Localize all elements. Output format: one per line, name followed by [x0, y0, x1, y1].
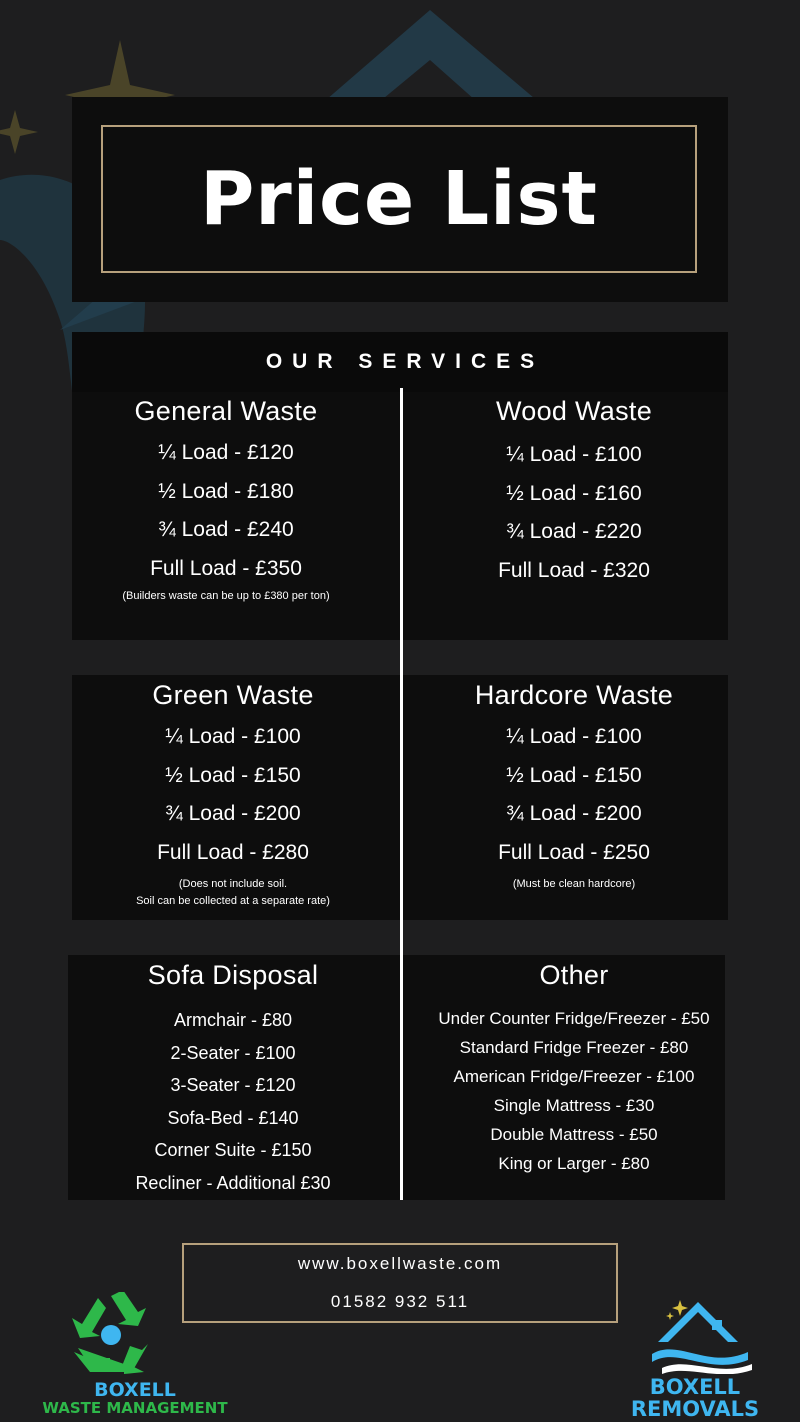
section-heading: Sofa Disposal — [147, 960, 319, 990]
title-frame — [101, 125, 697, 273]
price-item: King or Larger - £80 — [498, 1154, 650, 1173]
left-logo-line2: WASTE MANAGEMENT — [42, 1399, 228, 1417]
price-item: 2-Seater - £100 — [170, 1042, 296, 1063]
price-item: ½ Load - £160 — [506, 481, 642, 505]
price-item: Double Mattress - £50 — [490, 1125, 658, 1144]
left-logo — [40, 1380, 230, 1417]
right-logo — [600, 1376, 790, 1420]
price-item: ½ Load - £180 — [158, 479, 294, 503]
page-title: Price List — [200, 156, 598, 242]
section-heading: Wood Waste — [495, 396, 653, 426]
price-item: Single Mattress - £30 — [493, 1096, 655, 1115]
price-item: Standard Fridge Freezer - £80 — [459, 1038, 689, 1057]
recycle-icon — [68, 1292, 154, 1374]
contact-box — [182, 1243, 618, 1323]
section-other — [418, 958, 730, 1178]
phone-number[interactable]: 01582 932 511 — [330, 1292, 470, 1311]
price-item: Sofa-Bed - £140 — [167, 1107, 299, 1128]
house-wave-icon — [648, 1294, 758, 1374]
section-heading: Green Waste — [152, 680, 314, 710]
price-item: ¼ Load - £100 — [506, 443, 642, 466]
price-item: ¾ Load - £240 — [158, 518, 294, 542]
price-item: ¾ Load - £200 — [165, 802, 301, 826]
section-sofa-disposal — [96, 958, 370, 1199]
price-item: ¼ Load - £120 — [158, 441, 294, 464]
price-item: Recliner - Additional £30 — [135, 1172, 331, 1193]
website-link[interactable]: www.boxellwaste.com — [297, 1254, 503, 1273]
left-logo-line1: BOXELL — [94, 1379, 176, 1401]
price-item: 3-Seater - £120 — [170, 1075, 296, 1095]
price-item: Full Load - £320 — [498, 558, 650, 582]
right-logo-line1: BOXELL — [649, 1375, 741, 1399]
section-hardcore-waste — [436, 678, 712, 893]
section-note: (Builders waste can be up to £380 per ton) — [122, 590, 330, 603]
price-item: American Fridge/Freezer - £100 — [453, 1067, 695, 1086]
section-green-waste — [96, 678, 370, 910]
section-heading: General Waste — [134, 396, 318, 426]
section-note: (Does not include soil. — [178, 878, 288, 891]
column-divider — [400, 388, 403, 1200]
price-item: ¼ Load - £100 — [506, 725, 642, 748]
price-item: Full Load - £350 — [150, 556, 302, 580]
price-item: ¾ Load - £200 — [506, 802, 642, 826]
price-item: ¼ Load - £100 — [165, 725, 301, 748]
price-item: Under Counter Fridge/Freezer - £50 — [438, 1009, 710, 1028]
section-heading: Other — [539, 960, 609, 990]
price-item: Corner Suite - £150 — [154, 1140, 312, 1160]
price-item: ½ Load - £150 — [506, 763, 642, 787]
section-heading: Hardcore Waste — [474, 680, 674, 710]
price-item: ¾ Load - £220 — [506, 520, 642, 544]
price-item: Full Load - £280 — [157, 840, 309, 864]
services-header: OUR SERVICES — [72, 332, 728, 392]
section-note: (Must be clean hardcore) — [512, 878, 636, 891]
price-item: Armchair - £80 — [173, 1010, 293, 1030]
section-wood-waste — [440, 394, 708, 590]
section-note: Soil can be collected at a separate rate) — [136, 895, 330, 908]
price-item: ½ Load - £150 — [165, 763, 301, 787]
section-general-waste — [90, 394, 362, 605]
right-logo-line2: REMOVALS — [630, 1397, 760, 1421]
price-item: Full Load - £250 — [498, 840, 650, 864]
